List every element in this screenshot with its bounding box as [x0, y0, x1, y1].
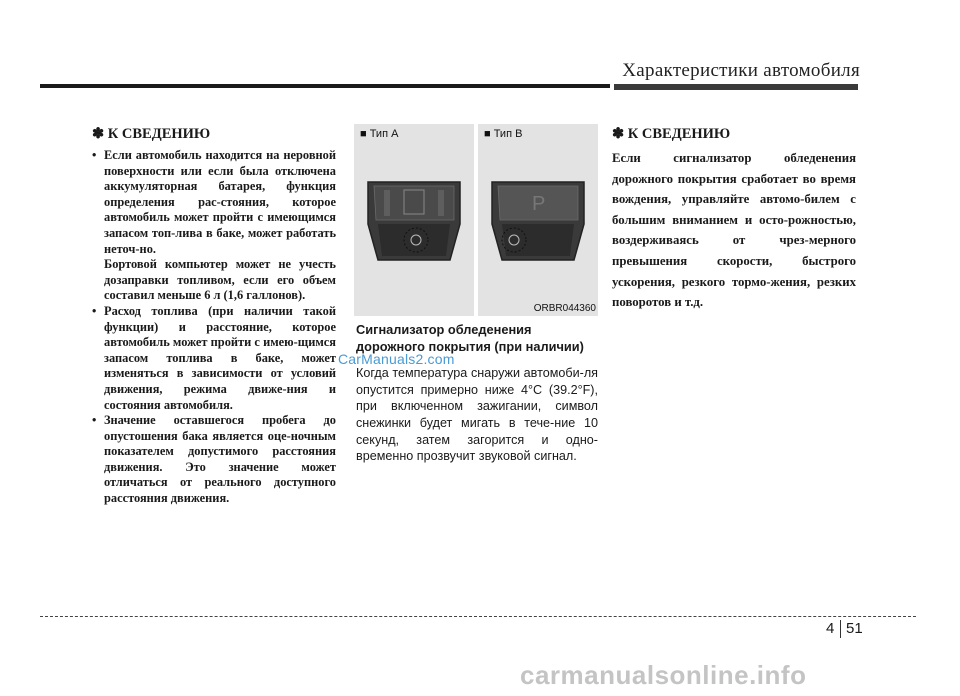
caution-heading: ✽ К СВЕДЕНИЮ: [612, 126, 731, 142]
type-a-label: ■ Тип A: [360, 128, 399, 140]
section-heading: Сигнализатор обледенения дорожного покрытия (при наличии): [356, 322, 584, 354]
cluster-illustrations: [354, 124, 598, 316]
note-bullet-3: • Значение оставшегося пробега до опустошения бака является оце-ночным показателем допустимого расстояния движения. Это значение может отличаться от реального доступного расстояния движения.: [92, 413, 336, 507]
header-block: [614, 84, 858, 90]
page-header-title: Характеристики автомобиля: [622, 60, 860, 81]
section-body: Когда температура снаружи автомоби-ля опустится примерно ниже 4°C (39.2°F), при включенном зажигании, символ снежинки будет мигать в тече-ние 10 секунд, затем загорится и одно-временно прозвучит звуковой сигнал.: [356, 366, 598, 464]
right-column: [612, 126, 856, 313]
caution-heading: ✽ К СВЕДЕНИЮ: [92, 126, 211, 142]
left-column: [92, 126, 336, 507]
note-bullet-2: • Расход топлива (при наличии такой функции) и расстояние, которое автомобиль может пройти с имею-щимся запасом топлива в баке, может изменяться в зависимости от условий движения, режима движе-ния и состояния автомобиля.: [92, 304, 336, 413]
svg-text:P: P: [532, 193, 546, 215]
header-rule: [40, 84, 610, 88]
footer-watermark: carmanualsonline.info: [520, 660, 807, 690]
instrument-cluster-figure: [354, 124, 598, 316]
footer-rule: [40, 616, 916, 617]
page-separator: [840, 620, 841, 638]
middle-column: [356, 322, 598, 465]
type-b-label: ■ Тип B: [484, 128, 523, 140]
page-number: 51: [846, 620, 863, 637]
caution-body: Если сигнализатор обледенения дорожного покрытия сработает во время вождения, управляйте автомо-билем с большим вниманием и осто-рожностью, воздерживаясь от чрез-мерного превышения скорости, быстрого ускорения, резкого тормо-жения, резких поворотов и т.д.: [612, 151, 856, 310]
note-bullet-1-sub: Бортовой компьютер может не учесть дозаправки топливом, если его объем составил меньше 6 л (1,6 галлонов).: [104, 257, 336, 303]
section-number: 4: [826, 620, 835, 637]
note-bullet-1: • Если автомобиль находится на неровной поверхности или если была отключена аккумуляторная батарея, функция определения рас-стояния, которое автомобиль может пройти с имеющимся запасом топ-лива в баке, может работать неточ-но.: [92, 148, 336, 257]
watermark-link[interactable]: CarManuals2.com: [338, 351, 455, 367]
figure-code: ORBR044360: [533, 303, 596, 314]
